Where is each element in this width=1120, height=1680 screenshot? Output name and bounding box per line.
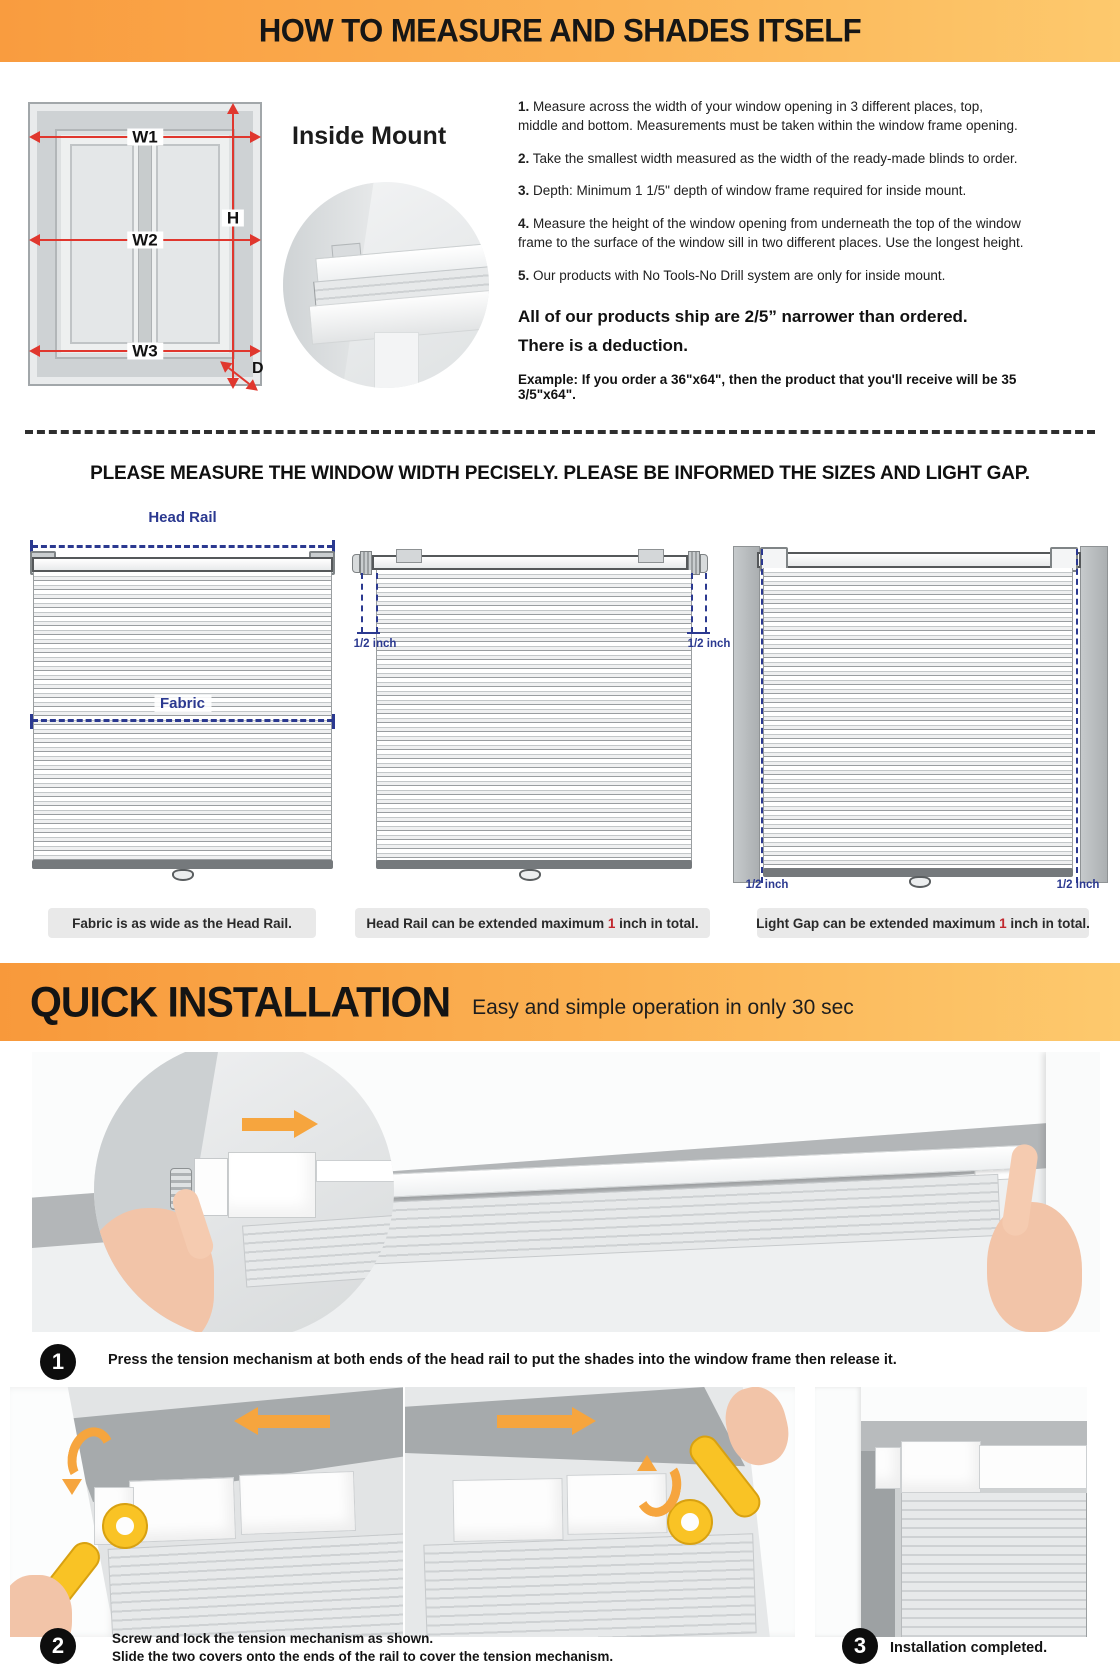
w1-arrow-icon (40, 127, 250, 147)
head-rail-label: Head Rail (148, 509, 217, 526)
gap-dash-right-inner (691, 573, 693, 633)
caption-3-text: Light Gap can be extended maximum (756, 915, 1000, 931)
slide-left-arrow-icon (258, 1415, 330, 1428)
inside-mount-inset-photo (283, 182, 489, 388)
caption-2-text: Head Rail can be extended maximum (366, 915, 608, 931)
head-rail-measure-line (32, 545, 333, 548)
gap-tick-left (357, 632, 380, 634)
caption-head-rail-extension (355, 908, 710, 938)
instruction-3-text: Depth: Minimum 1 1/5" depth of window frame required for inside mount. (533, 183, 967, 199)
instruction-3-num: 3. (518, 183, 530, 199)
instruction-2-text: Take the smallest width measured as the width of the ready-made blinds to order. (532, 150, 1018, 166)
measure-instructions (518, 97, 1026, 402)
sizes-heading: PLEASE MEASURE THE WINDOW WIDTH PECISELY. PLEASE BE INFORMED THE SIZES AND LIGHT GAP. (90, 463, 1030, 484)
install-subtitle: Easy and simple operation in only 30 sec (472, 996, 854, 1019)
window-pane-right (156, 144, 220, 344)
install-photo-completed (815, 1387, 1087, 1637)
inside-mount-title: Inside Mount (292, 122, 447, 150)
instruction-4-text: Measure the height of the window opening from underneath the top of the window frame to the surface of the window sill in two different places. Use the longest height. (518, 215, 1024, 251)
deduction-note-line2: There is a deduction. (518, 336, 689, 356)
install-photo-main (32, 1052, 1100, 1332)
step-2-number: 2 (51, 1633, 65, 1658)
window-pane-left (70, 144, 134, 344)
caption-fabric-width (48, 908, 316, 938)
slide-right-arrow-icon (497, 1415, 572, 1428)
light-gap-half-inch-right: 1/2 inch (1056, 879, 1100, 891)
rotate-arrow-head-icon (637, 1445, 657, 1471)
head-rail (32, 557, 333, 572)
w3-label: W3 (127, 343, 163, 360)
step-2-line1: Screw and lock the tension mechanism as shown. (112, 1631, 434, 1646)
instruction-4-num: 4. (518, 215, 530, 231)
bottom-rail (32, 860, 333, 869)
half-inch-label-left: 1/2 inch (353, 638, 397, 650)
instruction-5-text: Our products with No Tools-No Drill system are only for inside mount. (533, 267, 946, 283)
light-gap-half-inch-left: 1/2 inch (745, 879, 789, 891)
step-1-text: Press the tension mechanism at both ends of the head rail to put the shades into the window frame then release it. (108, 1352, 897, 1368)
mount-bracket-right (638, 549, 664, 563)
header-banner (0, 0, 1120, 62)
gap-dash-left-inner (376, 573, 378, 633)
install-title: QUICK INSTALLATION (30, 977, 451, 1026)
shade-fabric (376, 570, 692, 861)
step-1-badge (40, 1344, 76, 1380)
install-photo-screw-left (10, 1387, 403, 1637)
half-inch-label-right: 1/2 inch (687, 638, 731, 650)
tension-block (228, 1152, 316, 1218)
step-2-badge (40, 1628, 76, 1664)
w2-label: W2 (127, 232, 163, 249)
gap-tick-right (687, 632, 710, 634)
folded-fabric (108, 1533, 403, 1637)
mount-bracket-left (396, 549, 422, 563)
caption-3-highlight: 1 (999, 915, 1007, 931)
gap-dash-right-outer (705, 573, 707, 633)
install-photo-screw-right (405, 1387, 795, 1637)
caption-2-after: inch in total. (615, 915, 699, 931)
instruction-4 (518, 214, 1026, 253)
rail-cover-1 (452, 1478, 563, 1542)
instruction-5 (518, 266, 1026, 285)
instruction-1-text: Measure across the width of your window opening in 3 different places, top, middle and bottom. Measurements must be taken within the window frame opening. (518, 99, 1018, 134)
pull-handle (172, 869, 194, 881)
fabric-measure-line (32, 719, 333, 722)
extension-knob-left (360, 551, 372, 575)
instruction-2-num: 2. (518, 150, 530, 166)
instruction-1-num: 1. (518, 99, 530, 114)
d-label: D (252, 360, 264, 377)
w3-arrow-icon (40, 341, 250, 361)
deduction-example: Example: If you order a 36"x64", then the product that you'll receive will be 35 3/5"x64". (518, 372, 1017, 403)
folded-fabric (423, 1533, 756, 1637)
rail-cover-2 (239, 1471, 356, 1535)
step-3-number: 3 (853, 1633, 867, 1658)
head-rail (979, 1445, 1087, 1489)
h-arrow-icon (226, 114, 240, 378)
light-gap-dash-right (1076, 549, 1078, 883)
wrench-tool-icon (102, 1503, 148, 1549)
diagram-light-gap (725, 505, 1115, 883)
instruction-3 (518, 181, 1026, 200)
rail-cover (901, 1441, 981, 1493)
diagram-fabric-width (30, 505, 335, 885)
gap-dash-left-outer (361, 573, 363, 633)
h-label: H (222, 210, 244, 227)
head-rail (757, 552, 1081, 568)
pull-handle (519, 869, 541, 881)
bottom-rail (376, 860, 692, 869)
w2-arrow-icon (40, 230, 250, 250)
rotate-arrow-head-icon (62, 1479, 82, 1505)
frame-left-jamb (815, 1387, 861, 1637)
instruction-2 (518, 149, 1026, 168)
right-hand (987, 1202, 1082, 1332)
instruction-5-num: 5. (518, 267, 530, 283)
fabric-label: Fabric (154, 695, 211, 712)
caption-1-text: Fabric is as wide as the Head Rail. (72, 915, 292, 931)
tension-cap (875, 1447, 901, 1489)
shade-fabric (763, 568, 1073, 869)
shade-fabric (33, 572, 332, 861)
window-measure-diagram (28, 102, 262, 386)
window-frame-left (733, 546, 760, 883)
w1-label: W1 (127, 129, 163, 146)
step-3-text: Installation completed. (890, 1640, 1048, 1656)
step-1-number: 1 (51, 1349, 65, 1374)
page-title: HOW TO MEASURE AND SHADES ITSELF (258, 11, 862, 50)
extension-knob-cap-left (352, 554, 360, 573)
window-frame-right (1080, 546, 1108, 883)
caption-light-gap (757, 908, 1089, 938)
inset-fabric (242, 1214, 394, 1287)
instruction-1 (518, 97, 1026, 136)
light-gap-dash-left (761, 549, 763, 883)
deduction-note-line1: All of our products ship are 2/5” narrower than ordered. (518, 307, 968, 327)
step-2-line2: Slide the two covers onto the ends of the rail to cover the tension mechanism. (112, 1649, 614, 1664)
pull-handle (909, 876, 931, 888)
extension-knob-cap-right (700, 554, 708, 573)
inset-frame-stem (374, 332, 419, 388)
installed-fabric (901, 1493, 1087, 1637)
dashed-divider (25, 430, 1095, 434)
step-3-badge (842, 1628, 878, 1664)
diagram-head-rail-extension (352, 505, 731, 885)
caption-3-after: inch in total. (1006, 915, 1090, 931)
install-banner (0, 963, 1120, 1041)
tension-mechanism-inset (94, 1052, 394, 1332)
caption-2-highlight: 1 (607, 915, 616, 931)
press-arrow-icon (242, 1118, 294, 1131)
rail-end (316, 1160, 394, 1182)
